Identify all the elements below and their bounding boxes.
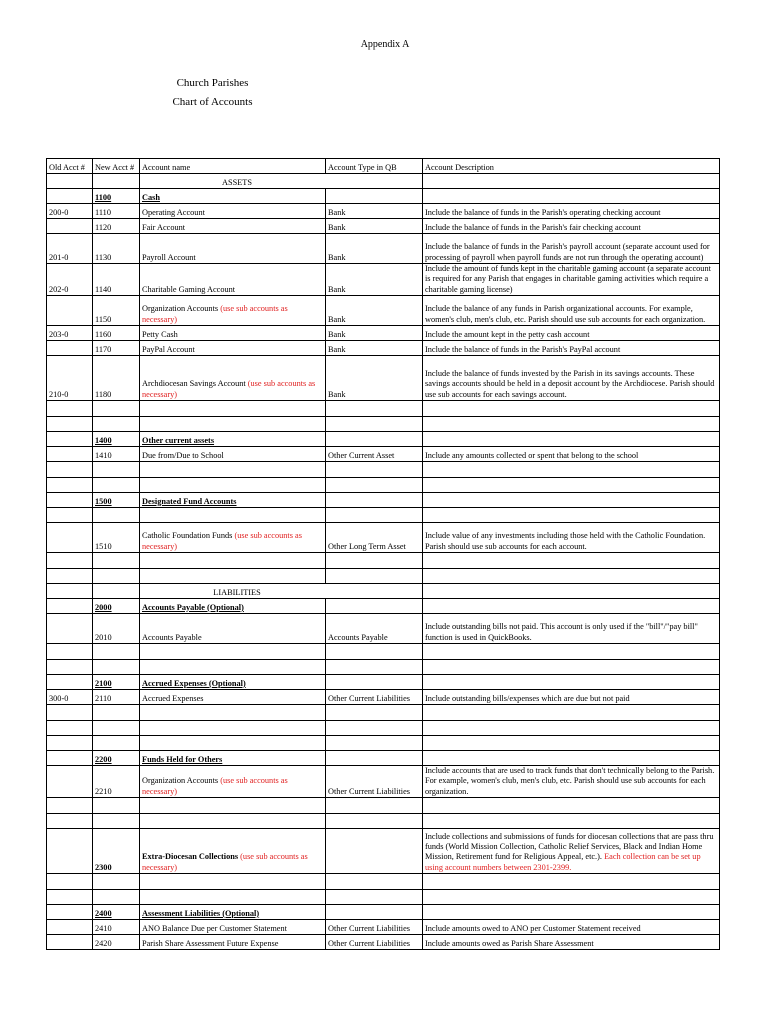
table-row xyxy=(47,905,720,920)
header-type: Account Type in QB xyxy=(326,159,423,174)
acct-type: Other Current Liabilities xyxy=(326,935,423,950)
acct-name: Parish Share Assessment Future Expense xyxy=(140,935,326,950)
acct-type: Other Current Liabilities xyxy=(326,920,423,935)
acct-name: Due from/Due to School xyxy=(140,447,326,462)
spacer-row xyxy=(47,462,720,478)
acct-number: 2100 xyxy=(93,675,140,690)
acct-type: Bank xyxy=(326,264,423,296)
acct-desc: Include accounts that are used to track funds that don't technically belong to the Parish. For example, women's club, men's club, etc. Parish should use sub accounts for each organization. xyxy=(423,766,720,798)
spacer-row xyxy=(47,890,720,905)
table-row xyxy=(47,189,720,204)
acct-name-text: Extra-Diocesan Collections xyxy=(142,852,239,862)
acct-desc: Include outstanding bills not paid. This account is only used if the "bill"/"pay bill" function is used in QuickBooks. xyxy=(423,614,720,644)
acct-name: Petty Cash xyxy=(140,326,326,341)
table-row xyxy=(47,920,720,935)
acct-number: 1120 xyxy=(93,219,140,234)
sub-accounts-note: (use sub accounts as necessary) xyxy=(142,379,316,399)
acct-desc: Include the balance of funds in the Parish's payroll account (separate account used for processing of payroll when payroll funds are not run through the operating account) xyxy=(423,234,720,264)
table-row xyxy=(47,599,720,614)
acct-name: Other current assets xyxy=(140,432,326,447)
spacer-row xyxy=(47,736,720,751)
acct-name-text: Organization Accounts xyxy=(142,776,219,786)
acct-type: Bank xyxy=(326,296,423,326)
spacer-row xyxy=(47,798,720,814)
table-row xyxy=(47,432,720,447)
acct-desc: Include the balance of funds in the Parish's PayPal account xyxy=(423,341,720,356)
acct-type: Other Current Liabilities xyxy=(326,690,423,705)
acct-name xyxy=(140,296,326,326)
spacer-row xyxy=(47,705,720,721)
section-assets: ASSETS xyxy=(140,174,423,189)
table-row xyxy=(47,234,720,264)
acct-name: Funds Held for Others xyxy=(140,751,326,766)
acct-number: 2210 xyxy=(93,766,140,798)
acct-name: ANO Balance Due per Customer Statement xyxy=(140,920,326,935)
acct-desc: Include any amounts collected or spent that belong to the school xyxy=(423,447,720,462)
old-acct: 201-0 xyxy=(47,234,93,264)
old-acct: 300-0 xyxy=(47,690,93,705)
spacer-row xyxy=(47,508,720,523)
section-liabilities: LIABILITIES xyxy=(140,584,423,599)
acct-type: Other Current Asset xyxy=(326,447,423,462)
acct-number: 1500 xyxy=(93,493,140,508)
acct-type: Other Long Term Asset xyxy=(326,523,423,553)
acct-type: Bank xyxy=(326,204,423,219)
spacer-row xyxy=(47,401,720,417)
acct-name: Designated Fund Accounts xyxy=(140,493,326,508)
section-row xyxy=(47,174,720,189)
acct-desc: Include the balance of funds in the Parish's operating checking account xyxy=(423,204,720,219)
acct-desc: Include the balance of funds in the Parish's fair checking account xyxy=(423,219,720,234)
acct-desc: Include the balance of funds invested by the Parish in its savings accounts. These savings accounts should be held in a deposit account by the Archdiocese. Parish should use sub accounts for each savings account. xyxy=(423,356,720,401)
acct-number: 1160 xyxy=(93,326,140,341)
acct-number: 1170 xyxy=(93,341,140,356)
spacer-row xyxy=(47,874,720,890)
acct-name xyxy=(140,523,326,553)
acct-name: Payroll Account xyxy=(140,234,326,264)
acct-number: 1140 xyxy=(93,264,140,296)
acct-desc-text: Include collections and submissions of funds for diocesan collections that are pass thru funds (World Mission Collection, Catholic Relief Services, Black and Indian Home Mission, Retirement fund for Religious Appeal, etc.). xyxy=(425,831,714,862)
acct-number: 1150 xyxy=(93,296,140,326)
table-row xyxy=(47,341,720,356)
acct-number: 2110 xyxy=(93,690,140,705)
acct-desc: Include the balance of any funds in Parish organizational accounts. For example, women's club, men's club, etc. Parish should use sub accounts for each organization. xyxy=(423,296,720,326)
table-row xyxy=(47,447,720,462)
acct-type: Bank xyxy=(326,234,423,264)
acct-name: Accrued Expenses xyxy=(140,690,326,705)
table-row xyxy=(47,264,720,296)
sub-accounts-note: (use sub accounts as necessary) xyxy=(142,304,288,324)
acct-number: 1410 xyxy=(93,447,140,462)
acct-name-text: Catholic Foundation Funds xyxy=(142,531,233,541)
table-row xyxy=(47,219,720,234)
acct-number: 1400 xyxy=(93,432,140,447)
acct-name-text: Archdiocesan Savings Account xyxy=(142,379,246,389)
spacer-row xyxy=(47,814,720,829)
acct-number: 2300 xyxy=(93,829,140,874)
old-acct: 203-0 xyxy=(47,326,93,341)
table-row xyxy=(47,204,720,219)
table-row xyxy=(47,751,720,766)
old-acct: 202-0 xyxy=(47,264,93,296)
spacer-row xyxy=(47,478,720,493)
table-row xyxy=(47,690,720,705)
acct-name xyxy=(140,356,326,401)
spacer-row xyxy=(47,417,720,432)
acct-desc: Include value of any investments including those held with the Catholic Foundation. Parish should use sub accounts for each account. xyxy=(423,523,720,553)
sub-accounts-note: (use sub accounts as necessary) xyxy=(142,531,302,551)
acct-name: Accounts Payable (Optional) xyxy=(140,599,326,614)
acct-type: Bank xyxy=(326,341,423,356)
acct-type: Bank xyxy=(326,356,423,401)
acct-name: Fair Account xyxy=(140,219,326,234)
spacer-row xyxy=(47,660,720,675)
appendix-label: Appendix A xyxy=(360,39,410,50)
document-title: Church Parishes xyxy=(176,77,249,89)
section-row xyxy=(47,584,720,599)
acct-name: Cash xyxy=(140,189,326,204)
collection-range-note: Each collection can be set up using account numbers between 2301-2399. xyxy=(425,852,701,872)
header-row xyxy=(47,159,720,174)
acct-name: Charitable Gaming Account xyxy=(140,264,326,296)
sub-accounts-note: (use sub accounts as necessary) xyxy=(142,776,288,796)
table-row xyxy=(47,766,720,798)
header-name: Account name xyxy=(140,159,326,174)
table-row xyxy=(47,675,720,690)
spacer-row xyxy=(47,569,720,584)
chart-of-accounts-table xyxy=(46,158,720,950)
acct-name-text: Organization Accounts xyxy=(142,304,219,314)
acct-name: PayPal Account xyxy=(140,341,326,356)
table-row xyxy=(47,296,720,326)
table-row xyxy=(47,935,720,950)
acct-desc xyxy=(423,829,720,874)
acct-number: 1180 xyxy=(93,356,140,401)
acct-type: Bank xyxy=(326,326,423,341)
table-row xyxy=(47,326,720,341)
acct-number: 1510 xyxy=(93,523,140,553)
table-row xyxy=(47,523,720,553)
acct-type: Other Current Liabilities xyxy=(326,766,423,798)
acct-name: Operating Account xyxy=(140,204,326,219)
table-row xyxy=(47,356,720,401)
acct-name: Assessment Liabilities (Optional) xyxy=(140,905,326,920)
acct-number: 2010 xyxy=(93,614,140,644)
acct-number: 1110 xyxy=(93,204,140,219)
acct-desc: Include the amount of funds kept in the charitable gaming account (a separate account is required for any Parish that engages in charitable gaming activities which require a charitable gaming license) xyxy=(423,264,720,296)
table-row xyxy=(47,614,720,644)
table-row xyxy=(47,493,720,508)
acct-number: 2410 xyxy=(93,920,140,935)
spacer-row xyxy=(47,553,720,569)
acct-desc: Include outstanding bills/expenses which are due but not paid xyxy=(423,690,720,705)
header-desc: Account Description xyxy=(423,159,720,174)
acct-name xyxy=(140,766,326,798)
old-acct: 200-0 xyxy=(47,204,93,219)
header-old: Old Acct # xyxy=(47,159,93,174)
spacer-row xyxy=(47,644,720,660)
old-acct: 210-0 xyxy=(47,356,93,401)
spacer-row xyxy=(47,721,720,736)
acct-name: Accrued Expenses (Optional) xyxy=(140,675,326,690)
acct-type: Bank xyxy=(326,219,423,234)
acct-desc: Include amounts owed as Parish Share Assessment xyxy=(423,935,720,950)
acct-desc: Include the amount kept in the petty cash account xyxy=(423,326,720,341)
acct-number: 2420 xyxy=(93,935,140,950)
document-subtitle: Chart of Accounts xyxy=(172,96,253,108)
acct-number: 1100 xyxy=(93,189,140,204)
acct-number: 2200 xyxy=(93,751,140,766)
acct-number: 2400 xyxy=(93,905,140,920)
acct-number: 2000 xyxy=(93,599,140,614)
acct-desc: Include amounts owed to ANO per Customer Statement received xyxy=(423,920,720,935)
acct-number: 1130 xyxy=(93,234,140,264)
header-new: New Acct # xyxy=(93,159,140,174)
table-row xyxy=(47,829,720,874)
sub-accounts-note: (use sub accounts as necessary) xyxy=(142,852,308,872)
acct-name xyxy=(140,829,326,874)
acct-type: Accounts Payable xyxy=(326,614,423,644)
acct-name: Accounts Payable xyxy=(140,614,326,644)
